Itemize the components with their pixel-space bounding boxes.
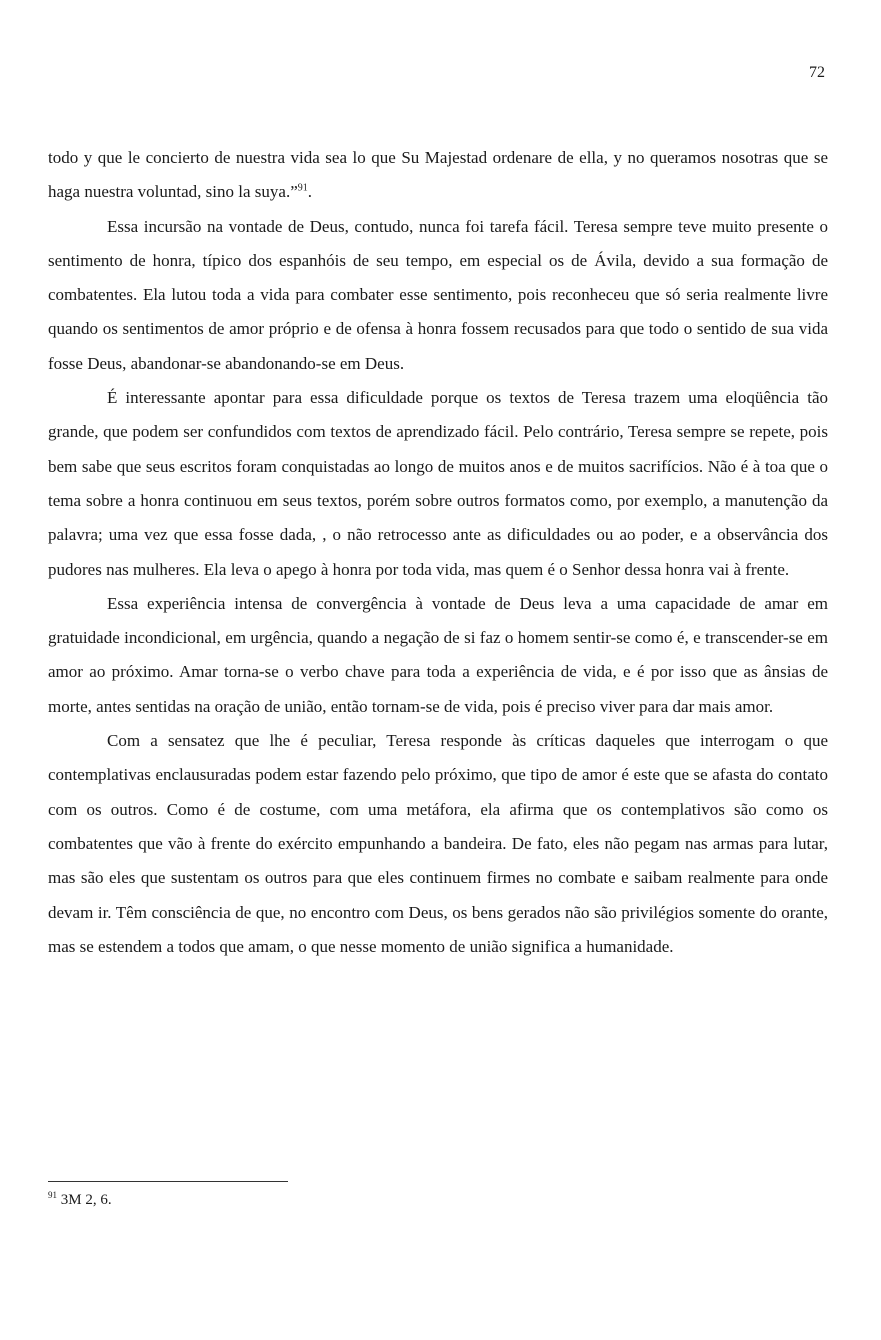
paragraph-4: Essa experiência intensa de convergência à vontade de Deus leva a uma capacidade de amar em gratuidade incondicional, em urgência, quando a negação de si faz o homem sentir-se como é, e transcender-se em amor ao próximo. Amar torna-se o verbo chave para toda a experiência de vida, e é por isso que as ânsias de morte, antes sentidas na oração de união, então tornam-se de vida, pois é preciso viver para dar mais amor. [48, 593, 828, 716]
footnote-number: 91 [48, 1190, 57, 1200]
page-number: 72 [809, 64, 825, 81]
paragraph-1 [48, 141, 828, 210]
body-text [48, 141, 828, 964]
footnote-text: 3M 2, 6. [60, 1192, 112, 1208]
paragraph-1-text: todo y que le concierto de nuestra vida sea lo que Su Majestad ordenare de ella, y no queramos nosotras que se haga nuestra voluntad, sino la suya.” [48, 148, 828, 202]
footnote-divider [48, 1181, 288, 1182]
footnote-reference: 91 [297, 182, 308, 194]
paragraph-1-end: . [307, 182, 312, 202]
footnote [48, 1190, 112, 1210]
paragraph-2: Essa incursão na vontade de Deus, contudo, nunca foi tarefa fácil. Teresa sempre teve muito presente o sentimento de honra, típico dos espanhóis de seu tempo, em especial os de Ávila, devido a sua formação de combatentes. Ela lutou toda a vida para combater esse sentimento, pois reconheceu que só seria realmente livre quando os sentimentos de amor próprio e de ofensa à honra fossem recusados para que todo o sentido de sua vida fosse Deus, abandonar-se abandonando-se em Deus. [48, 216, 828, 373]
paragraph-5: Com a sensatez que lhe é peculiar, Teresa responde às críticas daqueles que interrogam o que contemplativas enclausuradas podem estar fazendo pelo próximo, que tipo de amor é este que se afasta do contato com os outros. Como é de costume, com uma metáfora, ela afirma que os contemplativos são como os combatentes que vão à frente do exército empunhando a bandeira. De fato, eles não pegam nas armas para lutar, mas são eles que sustentam os outros para que eles continuem firmes no combate e saibam realmente para onde devam ir. Têm consciência de que, no encontro com Deus, os bens gerados não são privilégios somente do orante, mas se estendem a todos que amam, o que nesse momento de união significa a humanidade. [48, 731, 828, 956]
paragraph-3: É interessante apontar para essa dificuldade porque os textos de Teresa trazem uma eloqüência tão grande, que podem ser confundidos com textos de aprendizado fácil. Pelo contrário, Teresa sempre se repete, pois bem sabe que seus escritos foram conquistadas ao longo de muitos anos e de muitos sacrifícios. Não é à toa que o tema sobre a honra continuou em seus textos, porém sobre outros formatos como, por exemplo, a manutenção da palavra; uma vez que essa fosse dada, , o não retrocesso ante as dificuldades ou ao poder, e a observância dos pudores nas mulheres. Ela leva o apego à honra por toda vida, mas quem é o Senhor dessa honra vai à frente. [48, 388, 828, 579]
